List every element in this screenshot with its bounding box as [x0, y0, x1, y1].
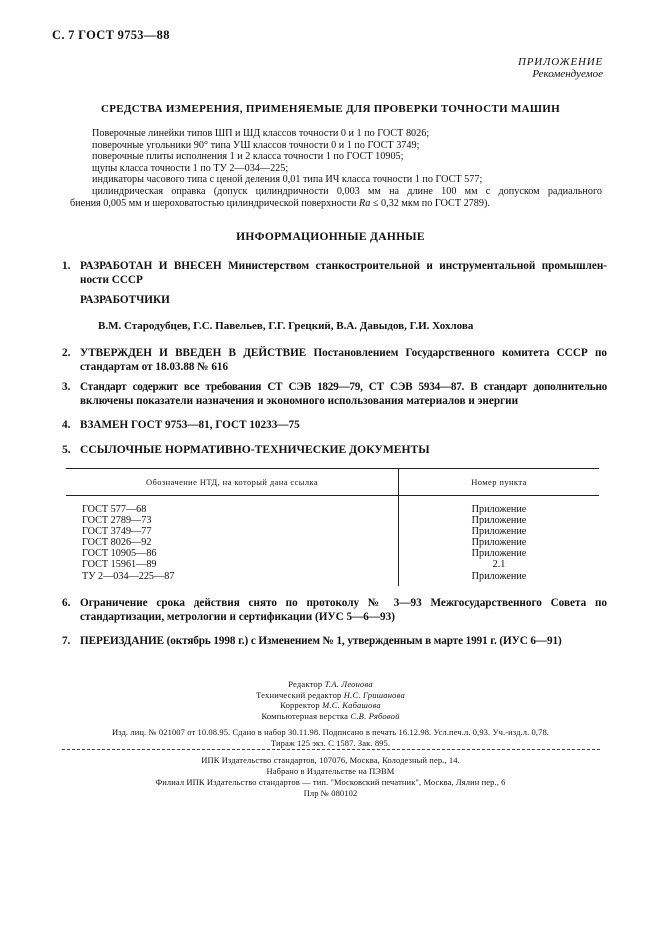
info-item-3 [62, 380, 607, 408]
item-text: ВЗАМЕН ГОСТ 9753—81, ГОСТ 10233—75 [80, 419, 300, 431]
info-item-2 [62, 346, 607, 374]
list-item: щупы класса точности 1 по ТУ 2—034—225; [92, 162, 289, 174]
publishing-info [0, 727, 661, 749]
publishing-line: Изд. лиц. № 021007 от 10.08.95. Сдано в набор 30.11.98. Подписано в печать 16.12.98. Усл.печ.л. 0,93. Уч.-изд.л. 0,78. [111, 727, 550, 737]
item-text-line2: ности СССР [80, 274, 143, 286]
layout-label: Компьютерная верстка [261, 710, 349, 721]
info-section-title: ИНФОРМАЦИОННЫЕ ДАННЫЕ [236, 231, 425, 243]
tech-editor-line [0, 690, 661, 701]
item-text-line1: УТВЕРЖДЕН И ВВЕДЕН В ДЕЙСТВИЕ Постановлением Государственного комитета СССР по [80, 347, 607, 359]
item-text-line1: РАЗРАБОТАН И ВНЕСЕН Министерством станкостроительной и инструментальной промышлен- [80, 260, 607, 272]
table-cell-clause [399, 496, 600, 586]
doc-ref: ГОСТ 10905—86 [82, 548, 157, 560]
divider [62, 749, 600, 750]
editors-block [0, 679, 661, 721]
developers-names: В.М. Стародубцев, Г.С. Павельев, Г.Г. Грецкий, В.А. Давыдов, Г.И. Хохлова [98, 320, 474, 332]
editor-name: Т.А. Леонова [324, 679, 373, 689]
publisher-line: Плр № 080102 [303, 788, 358, 798]
publisher-info [0, 755, 661, 799]
info-item-7 [62, 634, 607, 648]
item-text-line2: стандартизации, метрологии и сертификации (ИУС 5—6—93) [80, 611, 395, 623]
ra-tail: ≤ 0,32 мкм по ГОСТ 2789). [370, 197, 490, 209]
table-header-row [66, 469, 599, 496]
proofreader-line [0, 700, 661, 711]
layout-line [0, 711, 661, 722]
publishing-line: Тираж 125 экз. С 1587. Зак. 895. [270, 738, 391, 748]
item-number: 2. [62, 347, 71, 359]
proofreader-name: М.С. Кабашова [322, 700, 381, 711]
clause-ref: Приложение [471, 570, 527, 582]
clause-ref: Приложение [471, 526, 527, 538]
publisher-line: ИПК Издательство стандартов, 107076, Москва, Колодезный пер., 14. [201, 755, 460, 765]
clause-ref: Приложение [471, 515, 527, 527]
clause-ref: Приложение [471, 504, 527, 515]
list-item-text: биения 0,005 мм и шероховатостью цилиндрической поверхности [70, 197, 357, 209]
item-text-line1: Стандарт содержит все требования СТ СЭВ 1829—79, СТ СЭВ 5934—87. В стандарт дополнительно [80, 381, 607, 393]
item-number: 6. [62, 597, 71, 609]
item-text: ССЫЛОЧНЫЕ НОРМАТИВНО-ТЕХНИЧЕСКИЕ ДОКУМЕНТЫ [80, 443, 430, 456]
clause-ref: 2.1 [492, 559, 506, 571]
item-text-line2: стандартам от 18.03.88 № 616 [80, 361, 229, 373]
list-item: индикаторы часового типа с ценой деления 0,01 типа ИЧ класса точности 1 по ГОСТ 577; [92, 174, 483, 186]
item-text-line2: включены показатели назначения и экономного использования материалов и энергии [80, 395, 519, 407]
doc-ref: ГОСТ 2789—73 [82, 515, 152, 527]
publisher-line: Набрано в Издательстве на ПЭВМ [266, 766, 395, 776]
list-item: поверочные угольники 90° типа УШ классов точности 0 и 1 по ГОСТ 3749; [92, 139, 420, 151]
clause-ref: Приложение [471, 537, 527, 549]
item-number: 4. [62, 419, 71, 431]
list-item-continuation [70, 198, 602, 210]
publisher-line: Филиал ИПК Издательство стандартов — тип. "Московский печатник", Москва, Лялин пер., 6 [155, 777, 506, 787]
clause-ref: Приложение [471, 548, 527, 560]
page-number: С. 7 ГОСТ 9753—88 [52, 28, 170, 42]
doc-ref: ТУ 2—034—225—87 [82, 570, 175, 582]
table-row [66, 496, 599, 586]
list-item: поверочные плиты исполнения 1 и 2 класса точности 1 по ГОСТ 10905; [92, 151, 404, 163]
developers-label: РАЗРАБОТЧИКИ [80, 294, 170, 306]
info-item-6 [62, 596, 607, 624]
item-text: ПЕРЕИЗДАНИЕ (октябрь 1998 г.) с Изменением № 1, утвержденным в марте 1991 г. (ИУС 6—91) [80, 635, 562, 647]
doc-ref: ГОСТ 3749—77 [82, 526, 152, 538]
info-item-4 [62, 418, 607, 432]
item-number: 7. [62, 635, 71, 647]
item-text-line1: Ограничение срока действия снято по протоколу № 3—93 Межгосударственного Совета по [80, 597, 607, 609]
reference-table [66, 468, 599, 586]
list-item: цилиндрическая оправка (допуск цилиндричности 0,003 мм на длине 100 мм с допуском радиального [92, 185, 602, 197]
proofreader-label: Корректор [280, 700, 320, 711]
appendix-status: Рекомендуемое [532, 68, 603, 80]
info-item-1 [62, 259, 607, 287]
item-number: 3. [62, 381, 71, 393]
editor-label: Редактор [288, 679, 323, 689]
column-header: Обозначение НТД, на который дана ссылка [66, 469, 399, 496]
list-item: Поверочные линейки типов ШП и ШД классов точности 0 и 1 по ГОСТ 8026; [92, 128, 430, 139]
ra-symbol: Ra [359, 197, 371, 209]
doc-ref: ГОСТ 577—68 [82, 504, 147, 515]
item-number: 1. [62, 260, 71, 272]
item-number: 5. [62, 443, 71, 456]
table-cell-doc [66, 496, 399, 586]
appendix-title: ПРИЛОЖЕНИЕ [518, 56, 603, 68]
doc-ref: ГОСТ 8026—92 [82, 537, 152, 549]
measurement-section-title: СРЕДСТВА ИЗМЕРЕНИЯ, ПРИМЕНЯЕМЫЕ ДЛЯ ПРОВЕРКИ ТОЧНОСТИ МАШИН [100, 103, 561, 115]
tech-editor-label: Технический редактор [256, 689, 342, 700]
column-header: Номер пункта [399, 469, 600, 496]
layout-name: С.В. Рябовой [350, 710, 400, 721]
editor-line [0, 679, 661, 690]
info-item-5 [62, 443, 607, 457]
measurement-list [72, 128, 602, 209]
doc-ref: ГОСТ 15961—89 [82, 559, 157, 571]
tech-editor-name: Н.С. Гришанова [343, 689, 405, 700]
appendix-label [518, 56, 603, 80]
